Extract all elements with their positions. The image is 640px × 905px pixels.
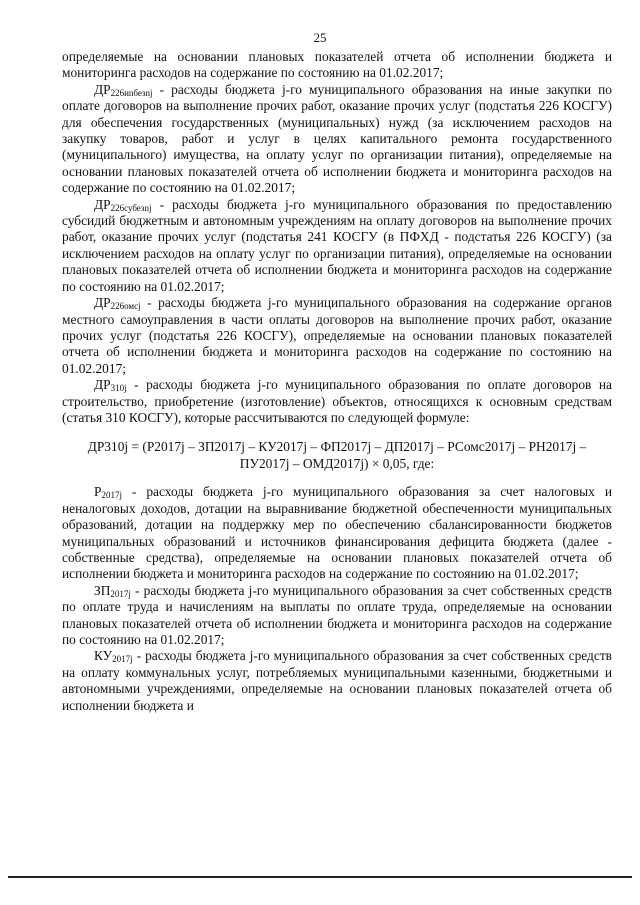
term-subscript: 310j [110,383,127,394]
paragraph-continuation [62,49,612,82]
term-symbol: ЗП [94,582,111,598]
term-symbol: ДР [94,295,111,311]
paragraph-text: - расходы бюджета j-го муниципального образования за счет налоговых и неналоговых доходов, дотации на выравнивание бюджетной обеспеченности муниципальных образований, дотации на поддержку мер по обеспечению сбалансированности бюджетов муниципальных образований и источников финансирования дефицита бюджета (далее - собственные средства), определяемые на основании плановых показателей отчета об исполнении бюджета и мониторинга расходов на содержание по состоянию на 01.02.2017; [62,484,612,582]
paragraph-dr310 [62,377,612,426]
document-body [62,49,612,714]
term-subscript: 226иnбезnj [110,87,153,98]
formula-line-1: ДР310j = (Р2017j – ЗП2017j – КУ2017j – ФП2017j – ДП2017j – РСомс2017j – РН2017j – [87,439,587,455]
term-subscript: 2017j [112,654,133,665]
page-bottom-rule [8,876,632,878]
term-subscript: 2017j [101,490,122,501]
paragraph-r2017 [62,484,612,582]
formula-line-2: ПУ2017j – ОМД2017j) × 0,05, где: [239,456,435,472]
paragraph-dr226-subez [62,197,612,295]
paragraph-text: - расходы бюджета j-го муниципального образования по предоставлению субсидий бюджетным и автономным учреждениям на оплату договоров на выполнение прочих работ, оказание прочих услуг (подстатья 241 КОСГУ (в ПФХД - подстатья 226 КОСГУ) (за исключением расходов на оплату услуг по организации питания), определяемые на основании плановых показателей отчета об исполнении бюджета и мониторинга расходов на содержание по состоянию на 01.02.2017; [62,196,612,294]
term-symbol: ДР [94,81,111,97]
term-symbol: ДР [94,196,111,212]
term-symbol: ДР [94,377,111,393]
formula [62,438,612,472]
paragraph-text: определяемые на основании плановых показателей отчета об исполнении бюджета и мониторинга расходов на содержание по состоянию на 01.02.2017; [62,49,612,81]
term-subscript: 226субезnj [110,202,152,213]
paragraph-dr226-oms [62,295,612,377]
paragraph-text: - расходы бюджета j-го муниципального образования за счет собственных средств на оплату коммунальных услуг, потребляемых муниципальными казенными, бюджетными и автономными учреждениями, определяемые на основании плановых показателей отчета об исполнении бюджета и [62,648,612,713]
paragraph-text: - расходы бюджета j-го муниципального образования по оплате договоров на строительство, приобретение (изготовление) объектов, относящихся к основным средствам (статья 310 КОСГУ), которые рассчитываются по следующей формуле: [62,377,612,425]
paragraph-text: - расходы бюджета j-го муниципального образования на иные закупки по оплате договоров на выполнение прочих работ, оказание прочих услуг (подстатья 226 КОСГУ) для обеспечения государственных (муниципальных) нужд (за исключением расходов на закупку товаров, работ и услуг в целях капитального ремонта государственного (муниципального) имущества, на оплату услуг по организации питания), определяемые на основании плановых показателей отчета об исполнении бюджета и мониторинга расходов на содержание по состоянию на 01.02.2017; [62,81,612,196]
paragraph-text: - расходы бюджета j-го муниципального образования на содержание органов местного самоуправления в части оплаты договоров на выполнение прочих работ, оказание прочих услуг (подстатья 226 КОСГУ), определяемые на основании плановых показателей отчета об исполнении бюджета и мониторинга расходов на содержание по состоянию на 01.02.2017; [62,295,612,376]
term-symbol: КУ [94,648,113,664]
paragraph-text: - расходы бюджета j-го муниципального образования за счет собственных средств по оплате труда и начислениям на выплаты по оплате труда, определяемые на основании плановых показателей отчета об исполнении бюджета и мониторинга расходов на содержание по состоянию на 01.02.2017; [62,582,612,647]
paragraph-dr226-inbez [62,82,612,197]
term-symbol: Р [94,484,102,500]
term-subscript: 226омсj [110,301,141,312]
page-number: 25 [313,30,327,45]
paragraph-zp2017 [62,583,612,649]
term-subscript: 2017j [110,588,131,599]
paragraph-ku2017 [62,648,612,714]
